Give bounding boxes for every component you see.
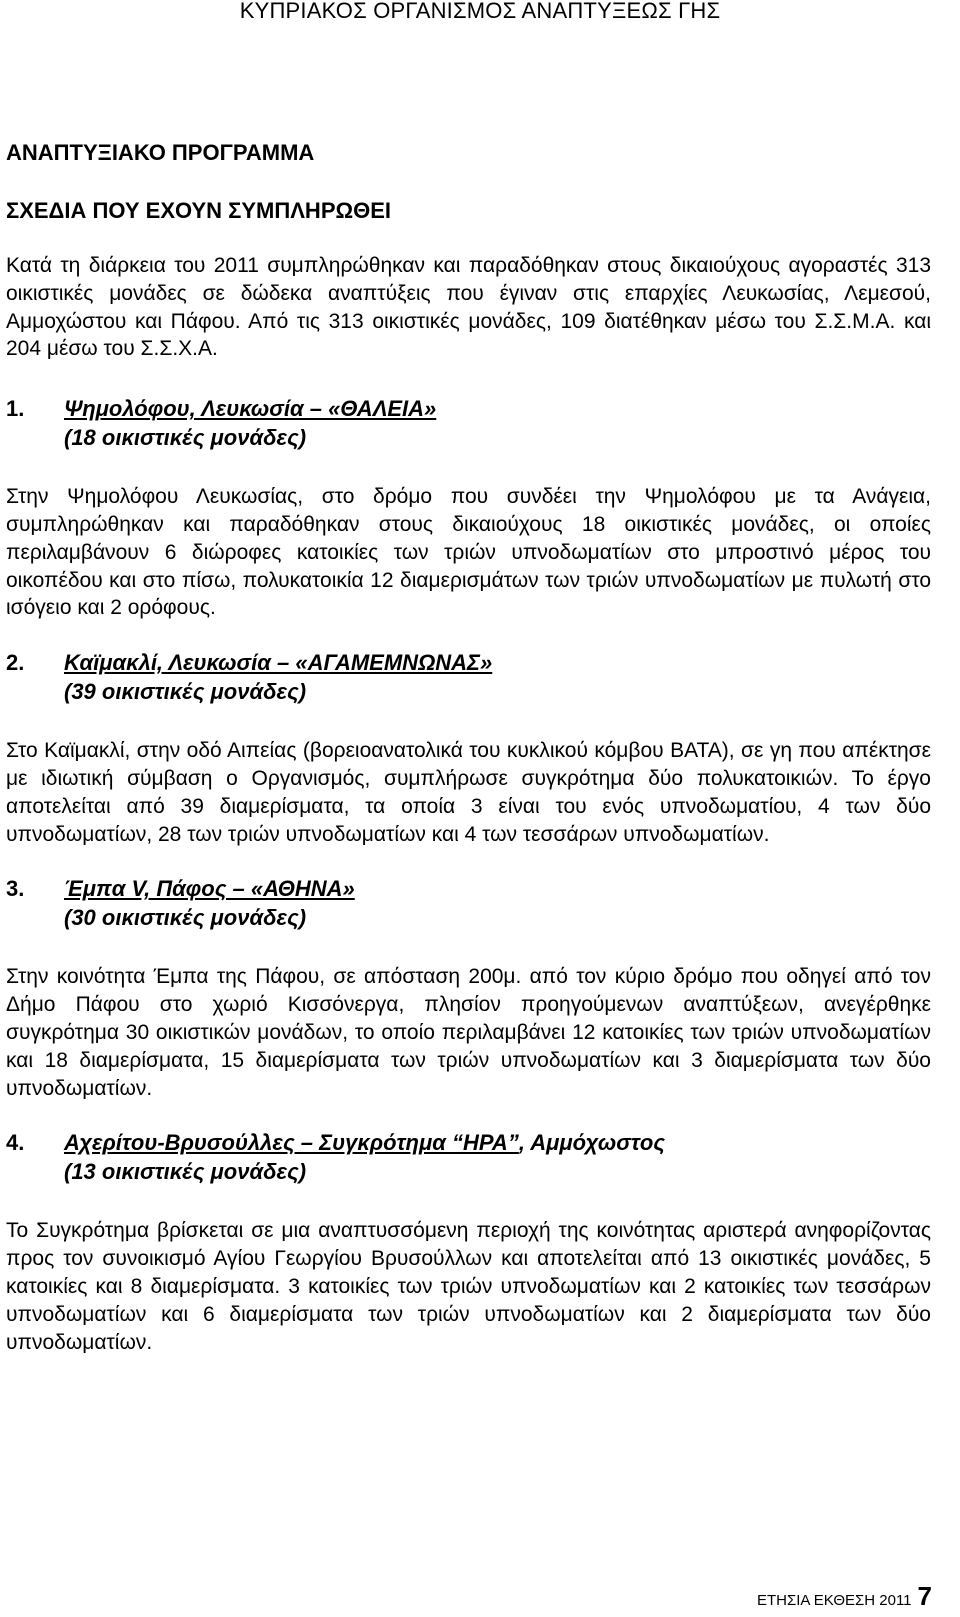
section-title-rest: , Αμμόχωστος xyxy=(518,1130,665,1156)
completed-plans-heading: ΣΧΕΔΙΑ ΠΟΥ ΕΧΟΥΝ ΣΥΜΠΛΗΡΩΘΕΙ xyxy=(6,198,392,223)
document-body xyxy=(6,140,931,1382)
section-number: 2. xyxy=(6,650,25,676)
section-number: 3. xyxy=(6,876,25,902)
section-number: 1. xyxy=(6,396,25,422)
page-footer xyxy=(756,1581,932,1613)
section-title-text: Ψημολόφου, Λευκωσία – «ΘΑΛΕΙΑ» xyxy=(64,396,437,422)
page-number: 7 xyxy=(917,1581,932,1611)
program-heading: ΑΝΑΠΤΥΞΙΑΚΟ ΠΡΟΓΡΑΜΜΑ xyxy=(6,140,315,165)
section-4 xyxy=(6,1128,931,1356)
intro-paragraph: Κατά τη διάρκεια του 2011 συμπληρώθηκαν και παραδόθηκαν στους δικαιούχους αγοραστές 313 οικιστικές μονάδες σε δώδεκα αναπτύξεις που έγιναν στις επαρχίες Λευκωσίας, Λεμεσού, Αμμοχώστου και Πάφου. Από τις 313 οικιστικές μονάδες, 109 διατέθηκαν μέσω του Σ.Σ.Μ.Α. και 204 μέσω του Σ.Σ.Χ.Α. xyxy=(6,254,931,361)
section-title-text: Καϊμακλί, Λευκωσία – «ΑΓΑΜΕΜΝΩΝΑΣ» xyxy=(64,650,493,676)
section-title xyxy=(6,1128,931,1158)
section-title xyxy=(6,648,931,678)
section-subtitle: (18 οικιστικές μονάδες) xyxy=(64,425,307,451)
section-paragraph: Στο Καϊμακλί, στην οδό Αιπείας (βορειοανατολικά του κυκλικού κόμβου ΒΑΤΑ), σε γη που απέκτησε με ιδιωτική σύμβαση ο Οργανισμός, συμπλήρωσε συγκρότημα δύο πολυκατοικιών. Το έργο αποτελείται από 39 διαμερίσματα, τα οποία 3 είναι του ενός υπνοδωματίου, 4 των δύο υπνοδωματίων, 28 των τριών υπνοδωματίων και 4 των τεσσάρων υπνοδωματίων. xyxy=(6,739,931,846)
section-2 xyxy=(6,648,931,848)
section-title xyxy=(6,394,931,424)
section-title-text: Έμπα V, Πάφος – «ΑΘΗΝΑ» xyxy=(64,876,355,902)
section-1 xyxy=(6,394,931,622)
section-paragraph: Στην κοινότητα Έμπα της Πάφου, σε απόσταση 200μ. από τον κύριο δρόμο που οδηγεί από τον Δήμο Πάφου στο χωριό Κισσόνεργα, πλησίον προηγούμενων αναπτύξεων, ανεγέρθηκε συγκρότημα 30 οικιστικών μονάδων, το οποίο περιλαμβάνει 12 κατοικίες των τριών υπνοδωματίων και 18 διαμερίσματα, 15 διαμερίσματα των τριών υπνοδωματίων και 3 διαμερίσματα των δύο υπνοδωματίων. xyxy=(6,965,931,1100)
section-3 xyxy=(6,874,931,1102)
section-subtitle: (39 οικιστικές μονάδες) xyxy=(64,679,307,705)
section-subtitle: (13 οικιστικές μονάδες) xyxy=(64,1159,307,1185)
footer-label: ΕΤΗΣΙΑ ΕΚΘΕΣΗ 2011 xyxy=(756,1592,912,1609)
section-title xyxy=(6,874,931,904)
section-number: 4. xyxy=(6,1130,25,1156)
header-title: ΚΥΠΡΙΑΚΟΣ ΟΡΓΑΝΙΣΜΟΣ ΑΝΑΠΤΥΞΕΩΣ ΓΗΣ xyxy=(239,0,721,23)
section-paragraph: Το Συγκρότημα βρίσκεται σε μια αναπτυσσόμενη περιοχή της κοινότητας αριστερά ανηφορίζοντας προς τον συνοικισμό Αγίου Γεωργίου Βρυσούλλων και αποτελείται από 13 οικιστικές μονάδες, 5 κατοικίες και 8 διαμερίσματα. 3 κατοικίες των τριών υπνοδωματίων και 2 κατοικίες των τεσσάρων υπνοδωματίων και 6 διαμερίσματα των τριών υπνοδωματίων και 2 διαμερίσματα των δύο υπνοδωματίων. xyxy=(6,1219,931,1354)
section-paragraph: Στην Ψημολόφου Λευκωσίας, στο δρόμο που συνδέει την Ψημολόφου με τα Ανάγεια, συμπληρώθηκαν και παραδόθηκαν στους δικαιούχους 18 οικιστικές μονάδες, οι οποίες περιλαμβάνουν 6 διώροφες κατοικίες των τριών υπνοδωματίων στο μπροστινό μέρος του οικοπέδου και στο πίσω, πολυκατοικία 12 διαμερισμάτων των τριών υπνοδωματίων με πυλωτή στο ισόγειο και 2 ορόφους. xyxy=(6,485,931,620)
page-header xyxy=(0,0,960,22)
section-title-text: Αχερίτου-Βρυσούλλες – Συγκρότημα “ΗΡΑ” xyxy=(64,1130,519,1156)
section-subtitle: (30 οικιστικές μονάδες) xyxy=(64,905,307,931)
